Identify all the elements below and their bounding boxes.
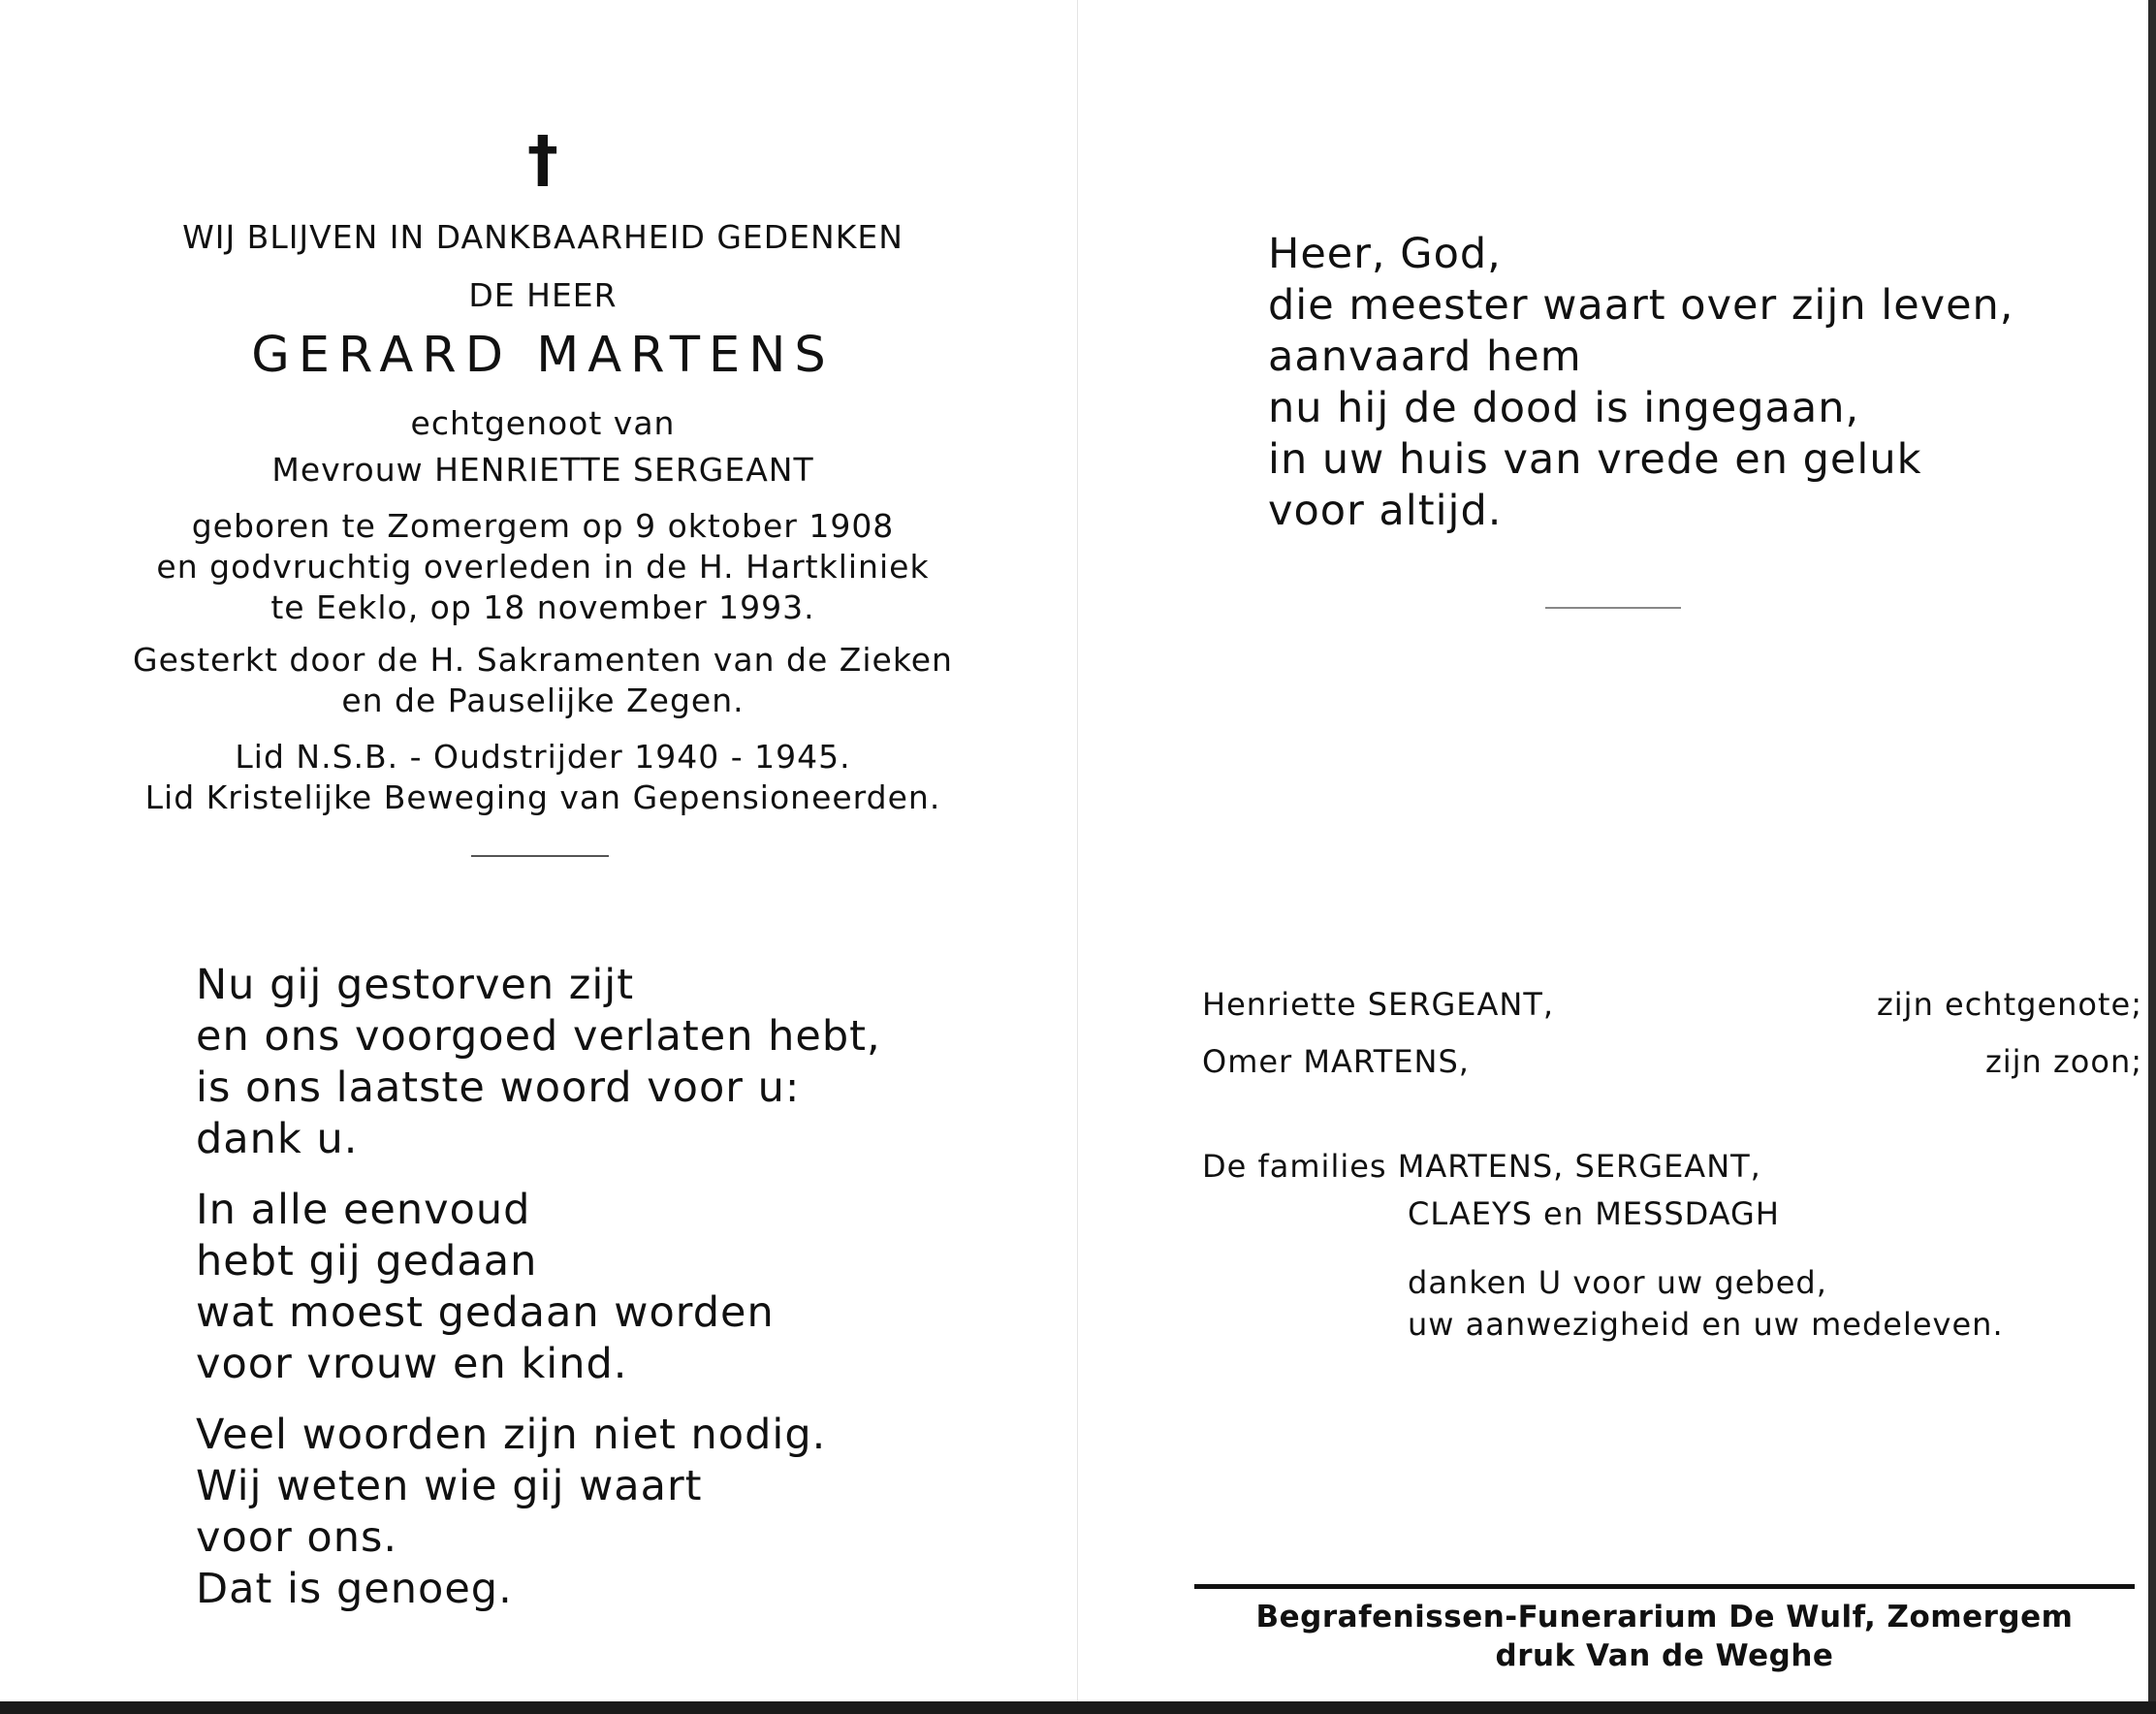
sacraments-block (78, 640, 1008, 721)
poem-stanza (196, 1185, 775, 1390)
membership-line: Lid N.S.B. - Oudstrijder 1940 - 1945. (235, 738, 851, 776)
thanks-line: danken U voor uw gebed, (1408, 1264, 1827, 1301)
divider (1545, 607, 1681, 609)
membership-line: Lid Kristelijke Beweging van Gepensioneerden. (144, 778, 941, 816)
prayer-line: die meester waart over zijn leven, (1268, 281, 2014, 330)
relative-name: Henriette SERGEANT, (1202, 986, 1555, 1023)
poem-line: wat moest gedaan worden (196, 1288, 775, 1337)
relative-relation: zijn zoon; (1984, 1043, 2142, 1080)
poem-line: Nu gij gestorven zijt (196, 961, 635, 1009)
poem-line: Veel woorden zijn niet nodig. (196, 1411, 827, 1459)
poem-line: is ons laatste woord voor u: (196, 1063, 801, 1112)
prayer-line: aanvaard hem (1268, 333, 1582, 381)
families-line: CLAEYS en MESSDAGH (1408, 1195, 1780, 1232)
prayer-line: in uw huis van vrede en geluk (1268, 435, 1922, 484)
honorific: DE HEER (468, 276, 618, 314)
birth-death-block (78, 506, 1008, 628)
poem-line: In alle eenvoud (196, 1186, 531, 1234)
prayer-line: nu hij de dood is ingegaan, (1268, 384, 1860, 432)
relative-relation: zijn echtgenote; (1876, 986, 2142, 1023)
card-edge (2148, 0, 2156, 1714)
relative-name: Omer MARTENS, (1202, 1043, 1470, 1080)
death-line: en godvruchtig overleden in de H. Hartkliniek (156, 548, 930, 586)
poem-line: voor vrouw en kind. (196, 1340, 628, 1388)
thanks-line: uw aanwezigheid en uw medeleven. (1408, 1306, 2004, 1343)
poem-stanza (196, 1410, 826, 1615)
poem-line: Wij weten wie gij waart (196, 1462, 703, 1510)
sacraments-line: en de Pauselijke Zegen. (341, 682, 745, 719)
spouse-intro: echtgenoot van (410, 404, 676, 442)
poem-line: Dat is genoeg. (196, 1565, 513, 1613)
printer-credit: druk Van de Weghe (1495, 1638, 1834, 1673)
deceased-name: GERARD MARTENS (251, 327, 835, 384)
right-panel (1078, 0, 2148, 1701)
funeral-home: Begrafenissen-Funerarium De Wulf, Zomergem (1255, 1600, 2074, 1635)
footer-rule (1194, 1584, 2135, 1589)
left-panel (0, 0, 1077, 1701)
remembrance-heading: WIJ BLIJVEN IN DANKBAARHEID GEDENKEN (182, 218, 904, 256)
cross-symbol: † (527, 124, 558, 196)
poem-line: voor ons. (196, 1513, 398, 1562)
spouse-name: Mevrouw HENRIETTE SERGEANT (271, 451, 814, 489)
poem-line: en ons voorgoed verlaten hebt, (196, 1012, 881, 1061)
card-edge (0, 1701, 2156, 1714)
prayer-line: Heer, God, (1268, 230, 1502, 278)
prayer (1268, 229, 2013, 537)
poem-stanza (196, 960, 881, 1165)
divider (471, 855, 609, 857)
prayer-line: voor altijd. (1268, 487, 1503, 535)
families-line: De families MARTENS, SERGEANT, (1202, 1148, 1761, 1185)
death-place-line: te Eeklo, op 18 november 1993. (270, 588, 815, 626)
poem-line: dank u. (196, 1115, 359, 1163)
sacraments-line: Gesterkt door de H. Sakramenten van de Zieken (133, 641, 953, 679)
memberships-block (78, 737, 1008, 818)
birth-line: geboren te Zomergem op 9 oktober 1908 (191, 507, 895, 545)
poem-line: hebt gij gedaan (196, 1237, 538, 1286)
